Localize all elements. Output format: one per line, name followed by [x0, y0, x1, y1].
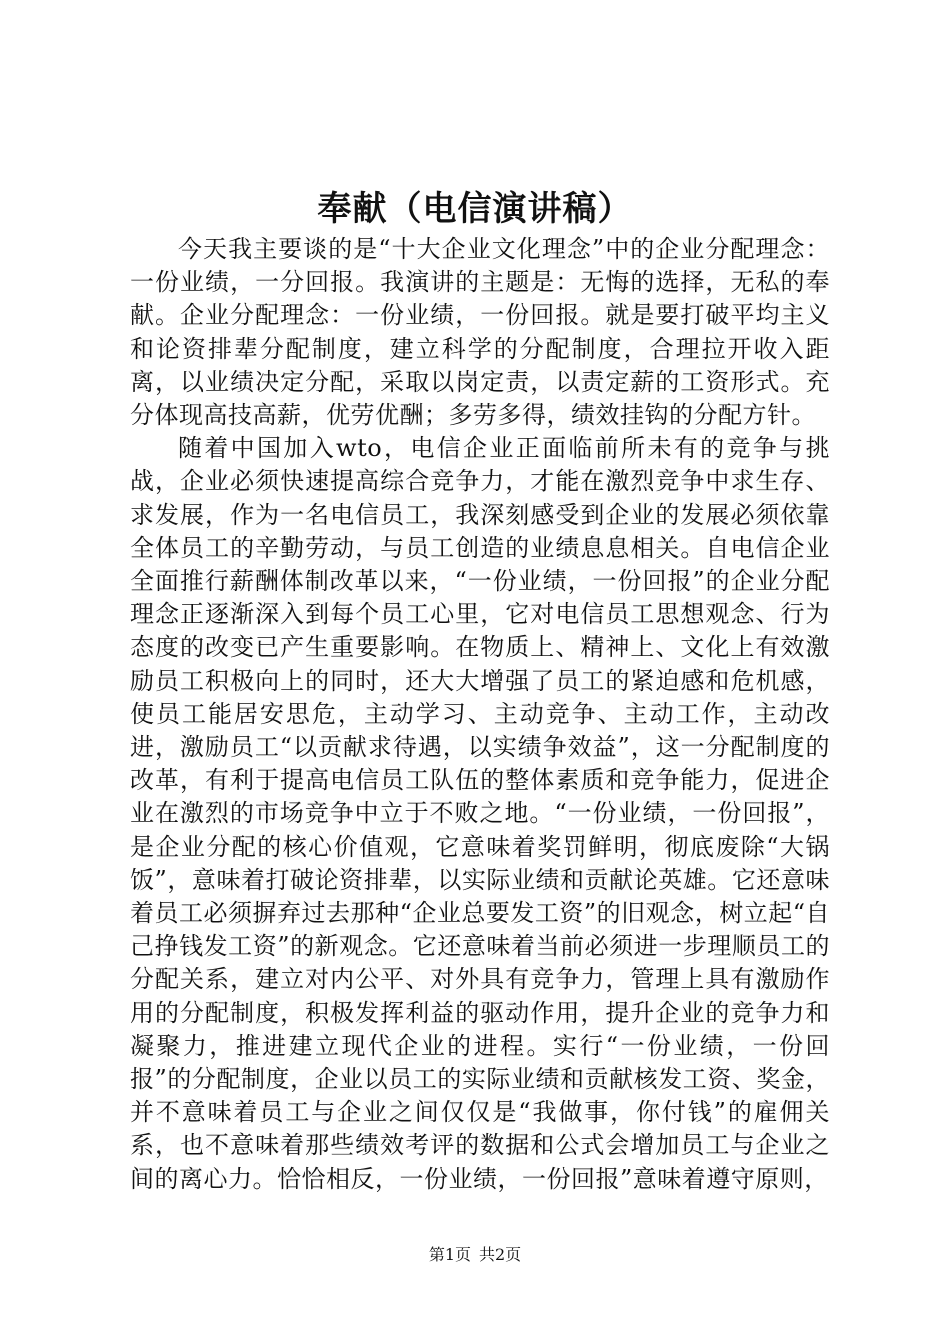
- document-body: [130, 233, 830, 1196]
- page-footer: [0, 1244, 950, 1266]
- paragraph-1: 今天我主要谈的是“十大企业文化理念”中的企业分配理念：一份业绩，一分回报。我演讲的主题是：无悔的选择，无私的奉献。企业分配理念：一份业绩，一份回报。就是要打破平均主义和论资排辈分配制度，建立科学的分配制度，合理拉开收入距离，以业绩决定分配，采取以岗定责，以责定薪的工资形式。充分体现高技高薪，优劳优酬；多劳多得，绩效挂钩的分配方针。: [130, 235, 830, 430]
- page-total: 共2页: [479, 1245, 522, 1264]
- paragraph-2: 随着中国加入wto，电信企业正面临前所未有的竞争与挑战，企业必须快速提高综合竞争力，才能在激烈竞争中求生存、求发展，作为一名电信员工，我深刻感受到企业的发展必须依靠全体员工的辛勤劳动，与员工创造的业绩息息相关。自电信企业全面推行薪酬体制改革以来，“一份业绩，一份回报”的企业分配理念正逐渐深入到每个员工心里，它对电信员工思想观念、行为态度的改变已产生重要影响。在物质上、精神上、文化上有效激励员工积极向上的同时，还大大增强了员工的紧迫感和危机感，使员工能居安思危，主动学习、主动竞争、主动工作，主动改进，激励员工“以贡献求待遇，以实绩争效益”，这一分配制度的改革，有利于提高电信员工队伍的整体素质和竞争能力，促进企业在激烈的市场竞争中立于不败之地。“一份业绩，一份回报”，是企业分配的核心价值观，它意味着奖罚鲜明，彻底废除“大锅饭”，意味着打破论资排辈，以实际业绩和贡献论英雄。它还意味着员工必须摒弃过去那种“企业总要发工资”的旧观念，树立起“自己挣钱发工资”的新观念。它还意味着当前必须进一步理顺员工的分配关系，建立对内公平、对外具有竞争力，管理上具有激励作用的分配制度，积极发挥利益的驱动作用，提升企业的竞争力和凝聚力，推进建立现代企业的进程。实行“一份业绩，一份回报”的分配制度，企业以员工的实际业绩和贡献核发工资、奖金，并不意味着员工与企业之间仅仅是“我做事，你付钱”的雇佣关系，也不意味着那些绩效考评的数据和公式会增加员工与企业之间的离心力。恰恰相反，一份业绩，一份回报”意味着遵守原则，: [130, 434, 830, 1193]
- document-title: 奉献（电信演讲稿）: [317, 189, 633, 229]
- page-number: 第1页: [428, 1245, 471, 1264]
